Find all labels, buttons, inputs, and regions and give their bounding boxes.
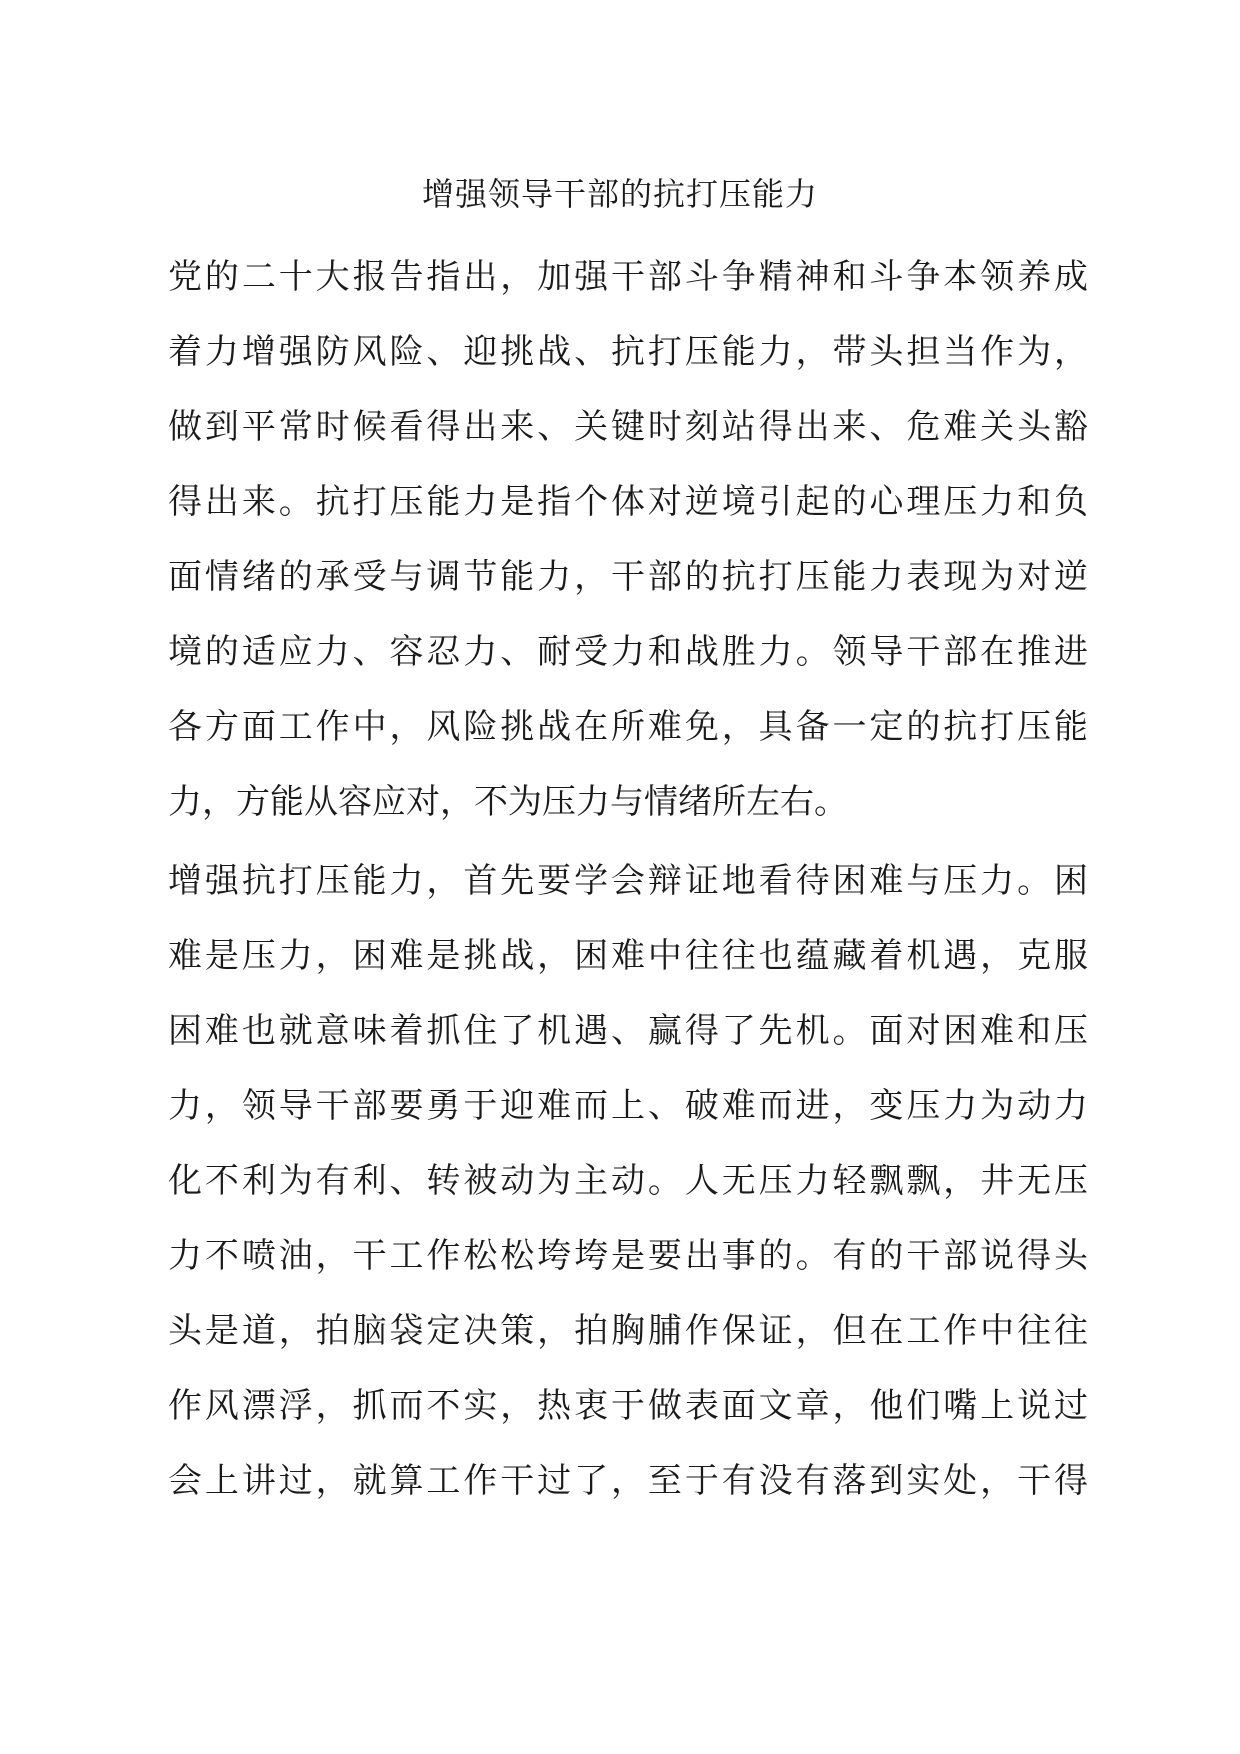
- paragraph-line: 化不利为有利、转被动为主动。人无压力轻飘飘，井无压: [168, 1161, 1088, 1201]
- paragraph-line: 头是道，拍脑袋定决策，拍胸脯作保证，但在工作中往往: [168, 1311, 1088, 1351]
- paragraph-line: 会上讲过，就算工作干过了，至于有没有落到实处，干得: [168, 1461, 1088, 1501]
- paragraph-line: 面情绪的承受与调节能力，干部的抗打压能力表现为对逆: [168, 557, 1088, 597]
- paragraph-1: [168, 240, 1088, 840]
- paragraph-line: 党的二十大报告指出，加强干部斗争精神和斗争本领养成: [168, 257, 1088, 297]
- paragraph-line: 力不喷油，干工作松松垮垮是要出事的。有的干部说得头: [168, 1236, 1088, 1276]
- paragraph-line: 着力增强防风险、迎挑战、抗打压能力，带头担当作为，: [168, 332, 1088, 372]
- paragraph-2: [168, 844, 1088, 1519]
- paragraph-line: 作风漂浮，抓而不实，热衷于做表面文章，他们嘴上说过: [168, 1386, 1088, 1426]
- paragraph-line: 得出来。抗打压能力是指个体对逆境引起的心理压力和负: [168, 482, 1088, 522]
- document-title: 增强领导干部的抗打压能力: [421, 175, 818, 213]
- paragraph-line: 力，领导干部要勇于迎难而上、破难而进，变压力为动力: [168, 1086, 1088, 1126]
- paragraph-line: 力，方能从容应对，不为压力与情绪所左右。: [168, 782, 848, 822]
- paragraph-line: 难是压力，困难是挑战，困难中往往也蕴藏着机遇，克服: [168, 936, 1088, 976]
- paragraph-line: 增强抗打压能力，首先要学会辩证地看待困难与压力。困: [168, 861, 1088, 901]
- paragraph-line: 做到平常时候看得出来、关键时刻站得出来、危难关头豁: [168, 407, 1088, 447]
- paragraph-line: 境的适应力、容忍力、耐受力和战胜力。领导干部在推进: [168, 632, 1088, 672]
- paragraph-line: 各方面工作中，风险挑战在所难免，具备一定的抗打压能: [168, 707, 1088, 747]
- paragraph-line: 困难也就意味着抓住了机遇、赢得了先机。面对困难和压: [168, 1011, 1088, 1051]
